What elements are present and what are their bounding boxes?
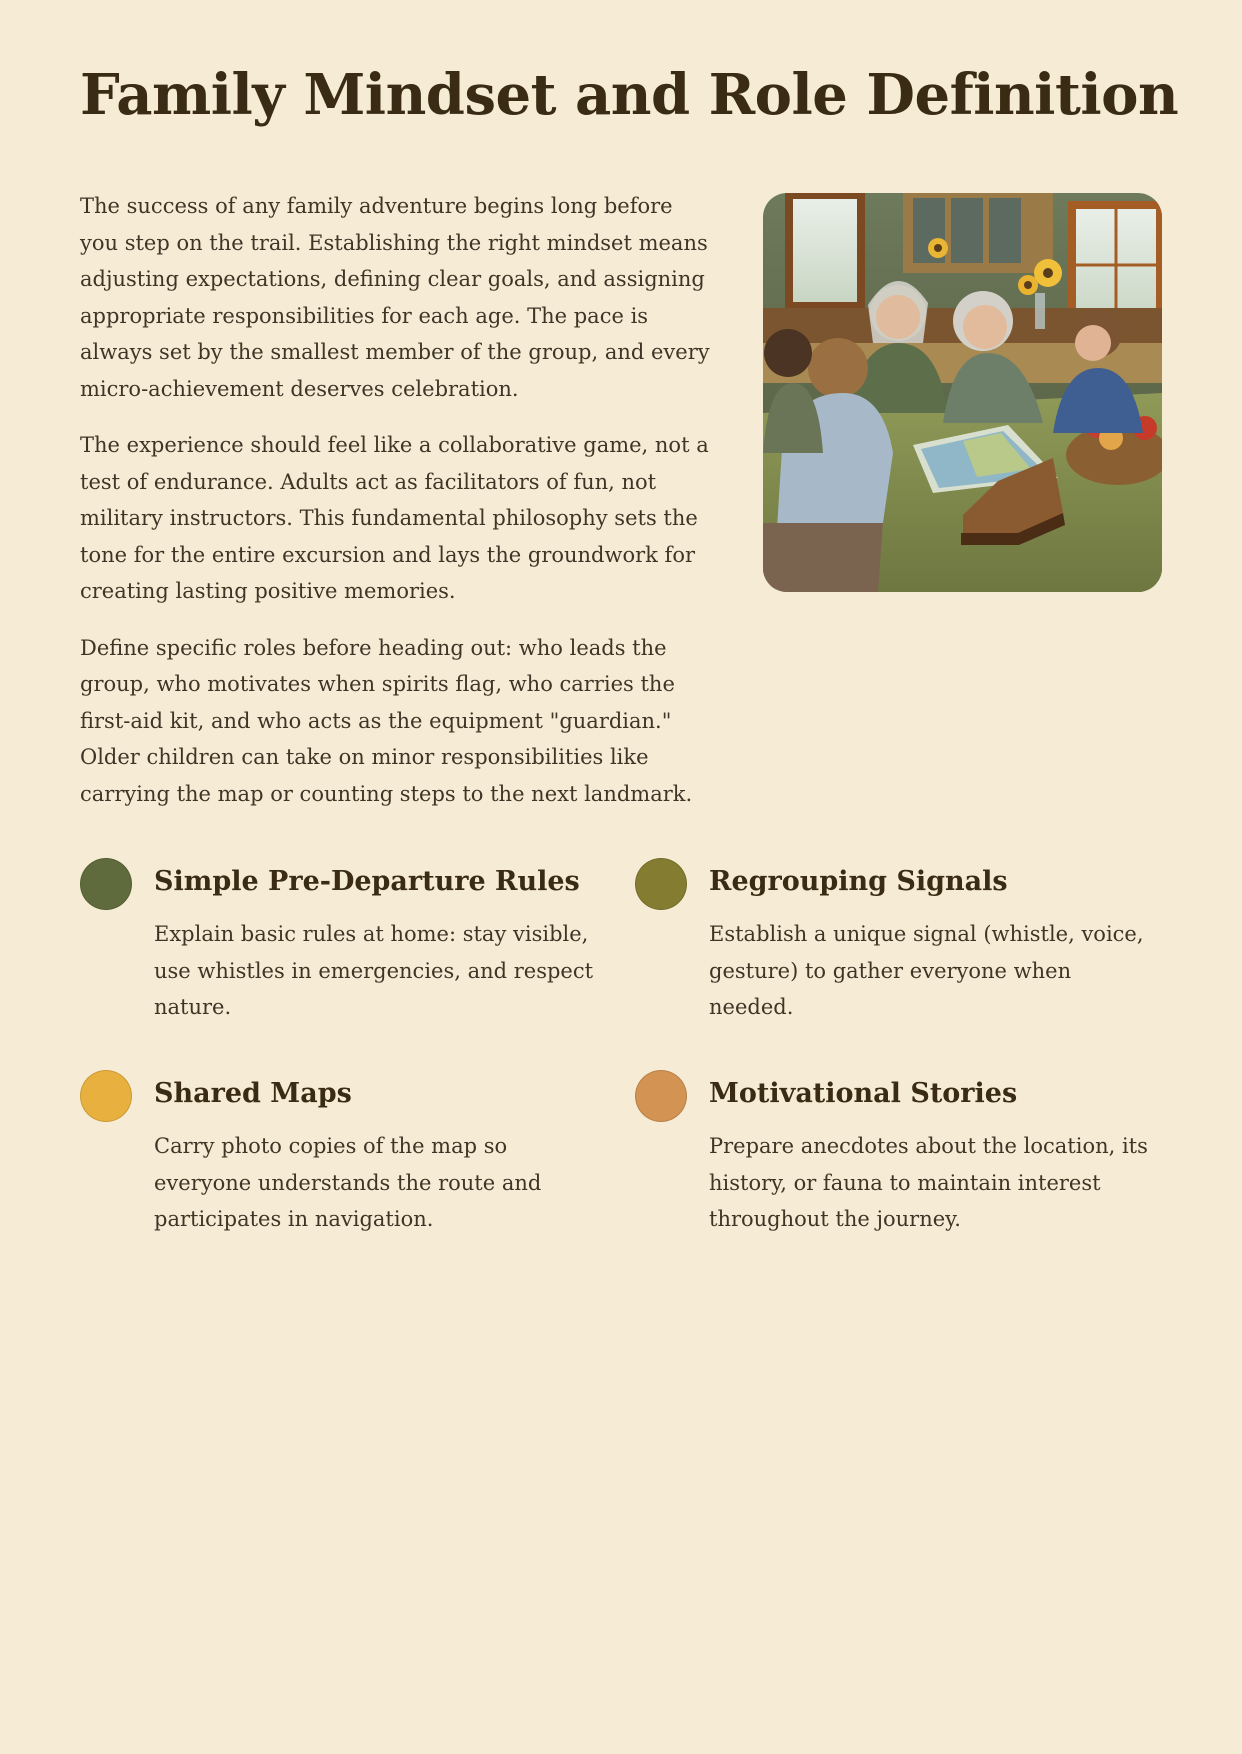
tip-title: Regrouping Signals <box>709 866 1008 897</box>
tip-text: Establish a unique signal (whistle, voice, gesture) to gather everyone when needed. <box>709 922 1144 1019</box>
page-title: Family Mindset and Role Definition <box>80 62 1179 128</box>
yellow-dot-icon <box>80 1070 132 1122</box>
olive-dot-icon <box>635 858 687 910</box>
intro-paragraph: The experience should feel like a collaborative game, not a test of endurance. Adults act as facilitators of fun, not military instructors. This fundamental philosophy sets the tone for the entire excursion and lays the groundwork for creating lasting positive memories. <box>80 433 709 603</box>
tip-title: Simple Pre-Departure Rules <box>154 866 580 897</box>
tip-title: Shared Maps <box>154 1078 352 1109</box>
orange-dot-icon <box>635 1070 687 1122</box>
intro-text <box>80 188 710 832</box>
intro-paragraph: The success of any family adventure begins long before you step on the trail. Establishing the right mindset means adjusting expectations, defining clear goals, and assigning appropriate responsibilities for each age. The pace is always set by the smallest member of the group, and every micro-achievement deserves celebration. <box>80 194 710 401</box>
intro-paragraph: Define specific roles before heading out: who leads the group, who motivates when spirits flag, who carries the first-aid kit, and who acts as the equipment "guardian." Older children can take on minor responsibilities like carrying the map or counting steps to the next landmark. <box>80 635 693 806</box>
tip-text: Prepare anecdotes about the location, its history, or fauna to maintain interest throughout the journey. <box>709 1134 1148 1231</box>
family-photo <box>763 193 1162 592</box>
tip-text: Explain basic rules at home: stay visible, use whistles in emergencies, and respect nature. <box>154 922 594 1019</box>
green-dot-icon <box>80 858 132 910</box>
tip-title: Motivational Stories <box>709 1078 1018 1109</box>
tip-text: Carry photo copies of the map so everyone understands the route and participates in navigation. <box>154 1134 542 1231</box>
